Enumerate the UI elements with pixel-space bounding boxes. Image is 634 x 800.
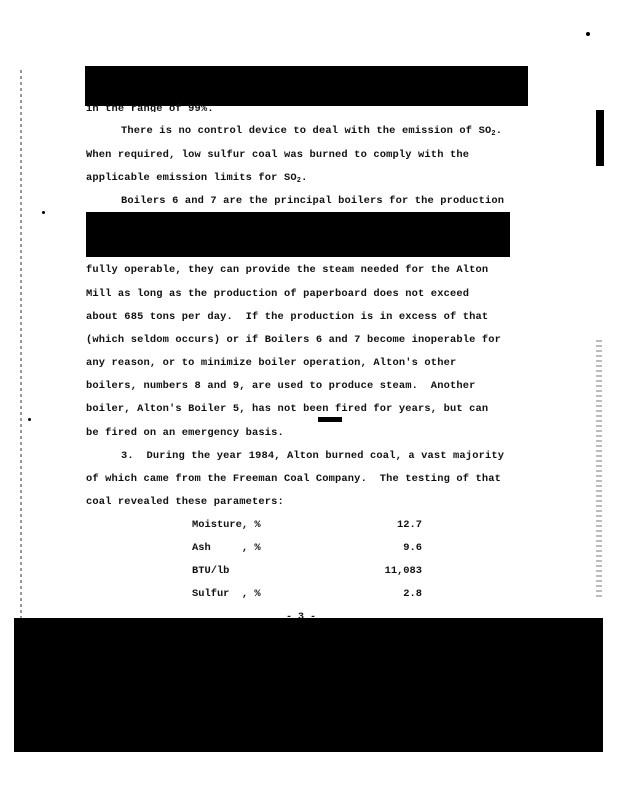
punctuation: .	[301, 172, 308, 184]
param-value: 12.7	[397, 519, 422, 531]
para3-line1: 3. During the year 1984, Alton burned coal, a vast majority	[121, 450, 505, 462]
redaction-bottom	[14, 618, 603, 752]
para2-line7: boilers, numbers 8 and 9, are used to produce steam. Another	[86, 380, 476, 392]
param-label: Ash , %	[192, 542, 261, 554]
param-label: Moisture, %	[192, 519, 261, 531]
para1-line3	[86, 172, 307, 184]
scan-speck	[42, 211, 45, 214]
para2-line8: boiler, Alton's Boiler 5, has not been fired for years, but can	[86, 403, 489, 415]
para2-line5: (which seldom occurs) or if Boilers 6 and 7 become inoperable for	[86, 334, 502, 346]
para2-line9: be fired on an emergency basis.	[86, 427, 284, 439]
scan-edge-right	[596, 340, 602, 600]
para3-line3: coal revealed these parameters:	[86, 496, 284, 508]
param-label: BTU/lb	[192, 565, 230, 577]
para3-line2: of which came from the Freeman Coal Company. The testing of that	[86, 473, 502, 485]
para2-line4: about 685 tons per day. If the production is in excess of that	[86, 311, 489, 323]
param-value: 9.6	[403, 542, 422, 554]
scan-speck	[28, 418, 31, 421]
param-value: 2.8	[403, 588, 422, 600]
para2-line3: Mill as long as the production of paperboard does not exceed	[86, 288, 470, 300]
para1-line1-text: There is no control device to deal with the emission of SO	[121, 125, 492, 137]
para1-line3-text: applicable emission limits for SO	[86, 172, 297, 184]
para2-line2: fully operable, they can provide the steam needed for the Alton	[86, 264, 489, 276]
scan-edge-left	[20, 70, 22, 630]
redaction-middle	[86, 212, 510, 257]
param-label: Sulfur , %	[192, 588, 261, 600]
body-text	[86, 0, 546, 620]
subscript: 2	[491, 130, 496, 138]
redaction-small	[318, 417, 342, 422]
para2-line6: any reason, or to minimize boiler operation, Alton's other	[86, 357, 457, 369]
para1-line2: When required, low sulfur coal was burned to comply with the	[86, 149, 470, 161]
partial-line-text: in the range of 99%.	[86, 103, 214, 112]
scan-edge-mark	[596, 110, 604, 166]
para1-line1	[86, 125, 502, 137]
scan-speck	[586, 32, 590, 36]
punctuation: .	[495, 125, 503, 137]
subscript: 2	[296, 177, 302, 185]
para2-line1: Boilers 6 and 7 are the principal boilers for the production	[121, 195, 505, 207]
param-value: 11,083	[384, 565, 422, 577]
